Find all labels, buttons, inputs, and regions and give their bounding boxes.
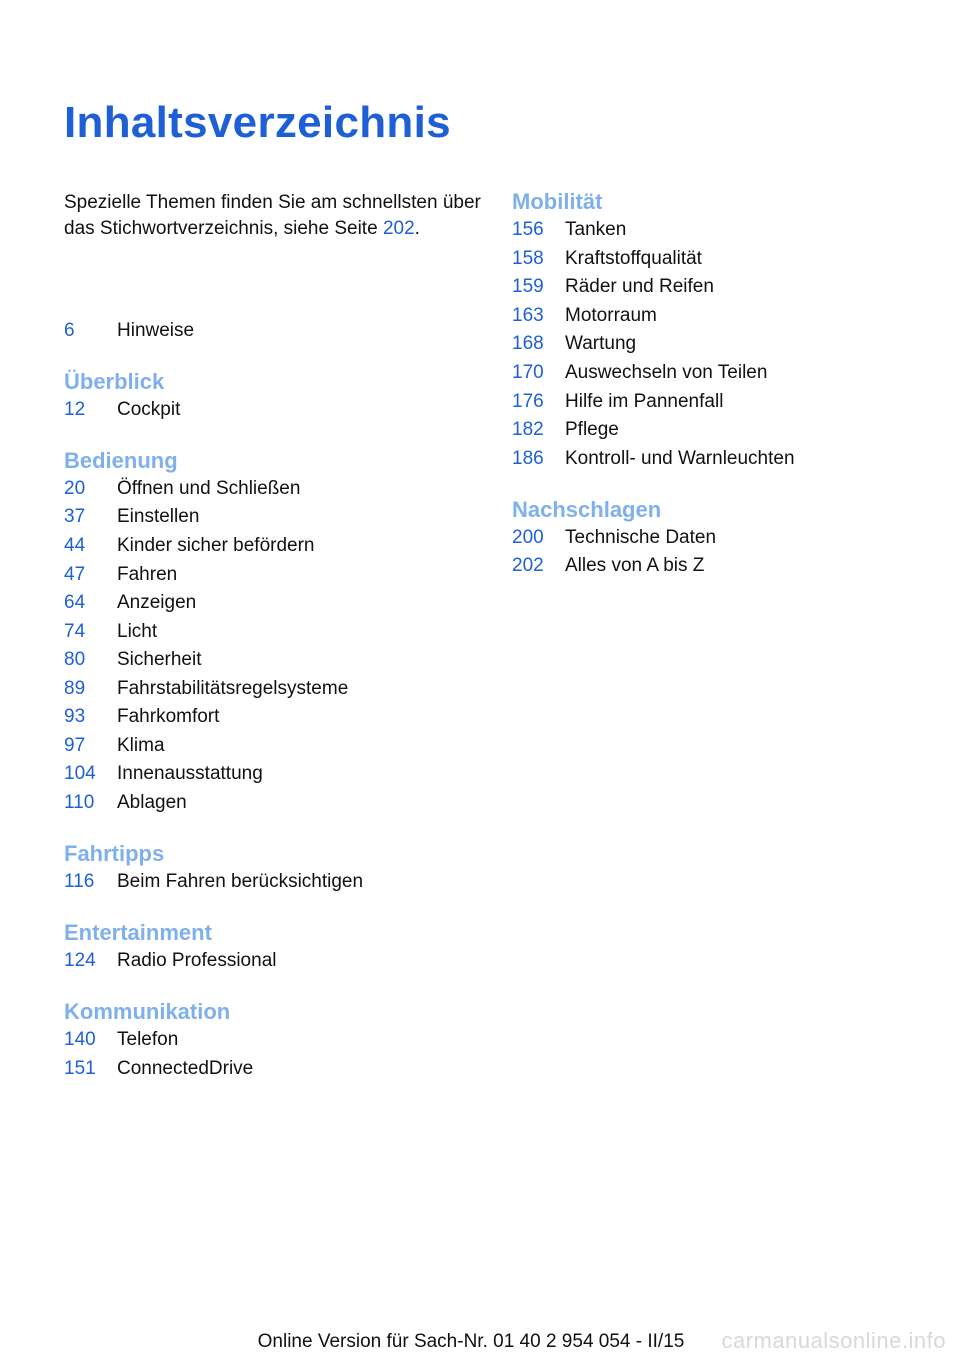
toc-entry-label[interactable]: Anzeigen <box>117 592 197 613</box>
toc-page-number[interactable]: 202 <box>512 555 544 576</box>
section-title-entertainment: Entertainment <box>64 920 212 945</box>
footer-text: Online Version für Sach-Nr. 01 40 2 954 054 - II/15 <box>257 1331 685 1352</box>
toc-page-number[interactable]: 186 <box>512 448 544 469</box>
toc-entry-label[interactable]: Fahrstabilitätsregelsysteme <box>117 678 349 699</box>
intro-text-body: Spezielle Themen finden Sie am schnellsten über das Stichwortverzeichnis, siehe Seite <box>64 192 481 239</box>
toc-page-number[interactable]: 168 <box>512 333 544 354</box>
toc-entry-label[interactable]: Telefon <box>117 1029 179 1050</box>
toc-page-number[interactable]: 6 <box>64 320 75 341</box>
toc-entry-label[interactable]: Motorraum <box>565 305 657 326</box>
toc-entry-label[interactable]: Kontroll- und Warnleuchten <box>565 448 795 469</box>
toc-page-number[interactable]: 97 <box>64 735 86 756</box>
toc-entry-label[interactable]: Radio Professional <box>117 950 277 971</box>
toc-page-number[interactable]: 159 <box>512 276 544 297</box>
toc-page-number[interactable]: 124 <box>64 950 96 971</box>
toc-entry-label[interactable]: Hilfe im Pannenfall <box>565 391 724 412</box>
toc-entry-label[interactable]: Klima <box>117 735 165 756</box>
toc-entry-label[interactable]: Pflege <box>565 419 619 440</box>
toc-entry-label[interactable]: Licht <box>117 621 158 642</box>
intro-text <box>64 190 484 241</box>
toc-page-number[interactable]: 163 <box>512 305 544 326</box>
toc-entry-label[interactable]: Fahren <box>117 564 178 585</box>
toc-page-number[interactable]: 37 <box>64 506 86 527</box>
toc-entry-label[interactable]: Technische Daten <box>565 527 717 548</box>
section-title-nachschlagen: Nachschlagen <box>512 497 662 522</box>
toc-entry-label[interactable]: Alles von A bis Z <box>565 555 705 576</box>
toc-page-number[interactable]: 12 <box>64 399 86 420</box>
toc-page-number[interactable]: 20 <box>64 478 86 499</box>
toc-entry-label[interactable]: Sicherheit <box>117 649 202 670</box>
toc-entry-label[interactable]: Kraftstoffqualität <box>565 248 702 269</box>
toc-entry-label[interactable]: Wartung <box>565 333 637 354</box>
toc-page-number[interactable]: 170 <box>512 362 544 383</box>
section-title-fahrtipps: Fahrtipps <box>64 841 165 866</box>
toc-page-number[interactable]: 140 <box>64 1029 96 1050</box>
toc-page-number[interactable]: 47 <box>64 564 86 585</box>
toc-page-number[interactable]: 158 <box>512 248 544 269</box>
section-title-mobilitaet: Mobilität <box>512 189 603 214</box>
toc-page-number[interactable]: 93 <box>64 706 86 727</box>
toc-page-number[interactable]: 151 <box>64 1058 96 1079</box>
toc-entry-label[interactable]: Fahrkomfort <box>117 706 220 727</box>
section-title-bedienung: Bedienung <box>64 448 178 473</box>
toc-entry-label[interactable]: Innenausstattung <box>117 763 263 784</box>
toc-entry-label[interactable]: Einstellen <box>117 506 200 527</box>
toc-page-number[interactable]: 89 <box>64 678 86 699</box>
toc-entry-label[interactable]: Auswechseln von Teilen <box>565 362 768 383</box>
toc-entry-label[interactable]: Kinder sicher befördern <box>117 535 315 556</box>
toc-page-number[interactable]: 74 <box>64 621 86 642</box>
toc-page-number[interactable]: 80 <box>64 649 86 670</box>
toc-page-number[interactable]: 116 <box>64 871 95 892</box>
toc-page-number[interactable]: 110 <box>64 792 95 813</box>
toc-entry-label[interactable]: Hinweise <box>117 320 195 341</box>
intro-page-link[interactable]: 202 <box>382 217 415 239</box>
toc-entry-label[interactable]: Räder und Reifen <box>565 276 714 297</box>
section-title-ueberblick: Überblick <box>64 369 165 394</box>
watermark-text: carmanualsonline.info <box>721 1328 946 1353</box>
intro-text-end: . <box>414 217 420 239</box>
toc-page-number[interactable]: 182 <box>512 419 544 440</box>
toc-page-number[interactable]: 176 <box>512 391 544 412</box>
toc-page-number[interactable]: 64 <box>64 592 86 613</box>
toc-page-number[interactable]: 200 <box>512 527 544 548</box>
toc-entry-label[interactable]: Beim Fahren berücksichtigen <box>117 871 364 892</box>
toc-page-number[interactable]: 104 <box>64 763 96 784</box>
toc-page-number[interactable]: 44 <box>64 535 86 556</box>
toc-page-number[interactable]: 156 <box>512 219 544 240</box>
page-title: Inhaltsverzeichnis <box>64 98 451 147</box>
toc-entry-label[interactable]: Öffnen und Schließen <box>117 478 301 499</box>
section-title-kommunikation: Kommunikation <box>64 999 231 1024</box>
toc-entry-label[interactable]: ConnectedDrive <box>117 1058 254 1079</box>
toc-entry-label[interactable]: Ablagen <box>117 792 187 813</box>
toc-entry-label[interactable]: Tanken <box>565 219 627 240</box>
toc-entry-label[interactable]: Cockpit <box>117 399 181 420</box>
